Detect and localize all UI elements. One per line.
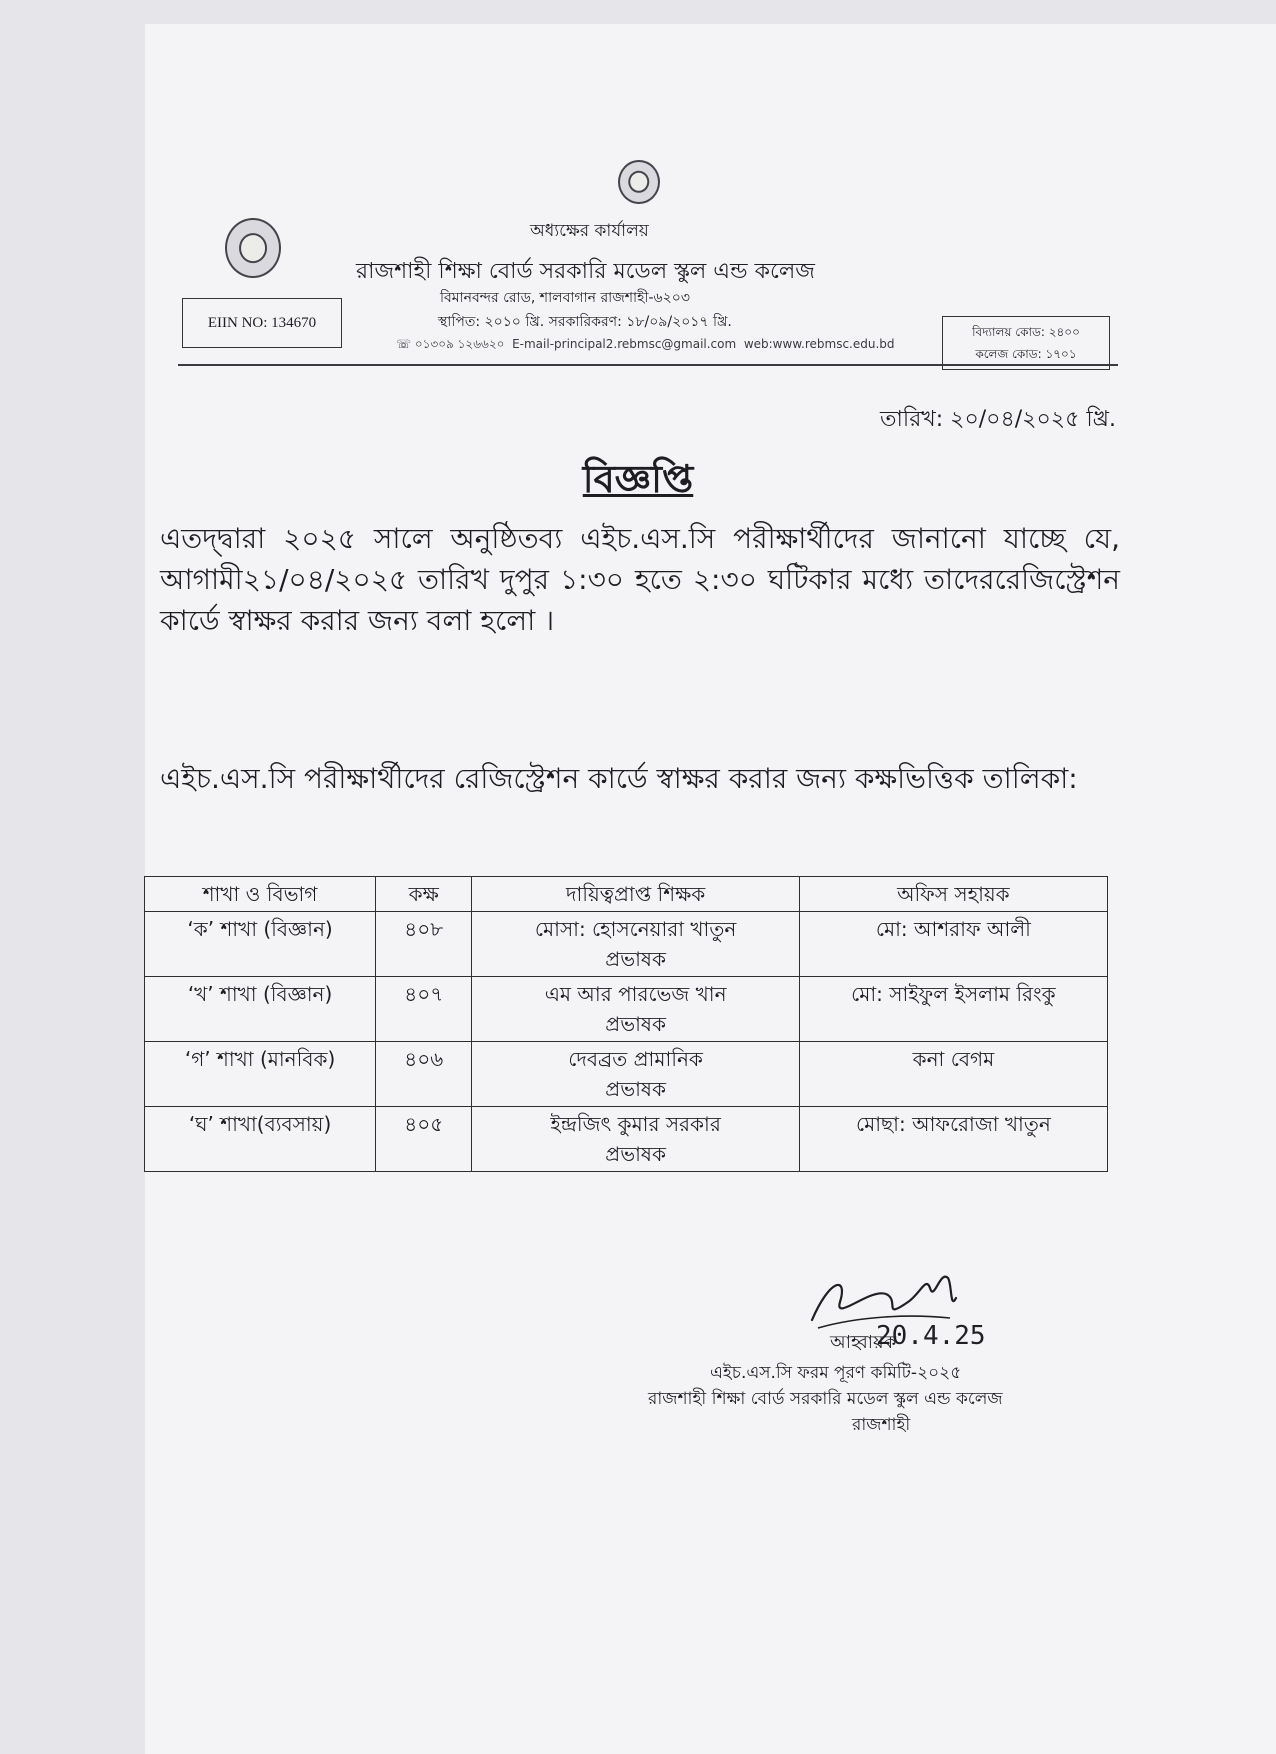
notice-heading: বিজ্ঞপ্তি xyxy=(582,457,694,501)
phone-number: ০১৩০৯ ১২৬৬২০ xyxy=(414,337,505,351)
college-logo-icon xyxy=(225,218,281,278)
signatory-role: আহ্বায়ক xyxy=(830,1332,897,1353)
college-address: বিমানবন্দর রোড, শালবাগান রাজশাহী-৬২০৩ xyxy=(440,290,690,306)
room-cell: ৪০৭ xyxy=(376,977,472,1042)
assistant-cell: কনা বেগম xyxy=(799,1042,1107,1107)
code-box xyxy=(942,316,1110,370)
college-code: কলেজ কোড: ১৭০১ xyxy=(975,347,1077,361)
room-cell: ৪০৮ xyxy=(376,912,472,977)
teacher-cell xyxy=(472,1042,799,1107)
section-cell: ‘গ’ শাখা (মানবিক) xyxy=(145,1042,376,1107)
column-header-room: কক্ষ xyxy=(376,877,472,912)
eiin-number: EIIN NO: 134670 xyxy=(207,314,317,331)
signatory-city: রাজশাহী xyxy=(852,1415,911,1435)
room-allocation-table xyxy=(144,876,1108,1172)
assistant-cell: মো: সাইফুল ইসলাম রিংকু xyxy=(799,977,1107,1042)
section-cell: ‘ঘ’ শাখা(ব্যবসায়) xyxy=(145,1107,376,1172)
room-cell: ৪০৬ xyxy=(376,1042,472,1107)
section-cell: ‘ক’ শাখা (বিজ্ঞান) xyxy=(145,912,376,977)
assistant-cell: মোছা: আফরোজা খাতুন xyxy=(799,1107,1107,1172)
teacher-cell xyxy=(472,1107,799,1172)
table-row xyxy=(145,1107,1108,1172)
teacher-designation: প্রভাষক xyxy=(605,1012,666,1036)
table-row xyxy=(145,977,1108,1042)
contact-line xyxy=(396,336,895,356)
bangladesh-emblem-icon xyxy=(618,160,660,204)
teacher-designation: প্রভাষক xyxy=(605,1077,666,1101)
notice-date: তারিখ: ২০/০৪/২০২৫ খ্রি. xyxy=(880,407,1116,432)
table-row xyxy=(145,1042,1108,1107)
assistant-cell: মো: আশরাফ আলী xyxy=(799,912,1107,977)
office-title: অধ্যক্ষের কার্যালয় xyxy=(530,221,649,241)
college-name: রাজশাহী শিক্ষা বোর্ড সরকারি মডেল স্কুল এন্ড কলেজ xyxy=(356,259,815,284)
email-address: E-mail-principal2.rebmsc@gmail.com xyxy=(512,337,737,351)
notice-paragraph-1: এতদ্দ্বারা ২০২৫ সালে অনুষ্ঠিতব্য এইচ.এস.সি পরীক্ষার্থীদের জানানো যাচ্ছে যে, আগামী২১/০৪/২০২৫ তারিখ দুপুর ১:৩০ হতে ২:৩০ ঘটিকার মধ্যে তাদেররেজিস্ট্রেশন কার্ডে স্বাক্ষর করার জন্য বলা হলো । xyxy=(160,522,1120,637)
teacher-name: ইন্দ্রজিৎ কুমার সরকার xyxy=(550,1112,721,1136)
column-header-assistant: অফিস সহায়ক xyxy=(799,877,1107,912)
phone-icon: ☏ xyxy=(396,337,412,351)
committee-name: এইচ.এস.সি ফরম পূরণ কমিটি-২০২৫ xyxy=(710,1363,962,1383)
column-header-section: শাখা ও বিভাগ xyxy=(145,877,376,912)
teacher-name: মোসা: হোসনেয়ারা খাতুন xyxy=(534,917,737,941)
notice-paragraph-2: এইচ.এস.সি পরীক্ষার্থীদের রেজিস্ট্রেশন কার্ডে স্বাক্ষর করার জন্য কক্ষভিত্তিক তালিকা: xyxy=(160,762,1078,795)
signature-date: 20.4.25 xyxy=(876,1321,986,1348)
column-header-teacher: দায়িত্বপ্রাপ্ত শিক্ষক xyxy=(472,877,799,912)
table-header-row xyxy=(145,877,1108,912)
teacher-designation: প্রভাষক xyxy=(605,1142,666,1166)
teacher-name: এম আর পারভেজ খান xyxy=(544,982,727,1006)
teacher-cell xyxy=(472,912,799,977)
header-divider xyxy=(178,364,1118,366)
established-info: স্থাপিত: ২০১০ খ্রি. সরকারিকরণ: ১৮/০৯/২০১৭ খ্রি. xyxy=(438,314,732,330)
teacher-cell xyxy=(472,977,799,1042)
signatory-college: রাজশাহী শিক্ষা বোর্ড সরকারি মডেল স্কুল এন্ড কলেজ xyxy=(648,1389,1003,1409)
eiin-box xyxy=(182,298,342,348)
school-code: বিদ্যালয় কোড: ২৪০০ xyxy=(972,325,1080,339)
table-row xyxy=(145,912,1108,977)
teacher-name: দেবব্রত প্রামানিক xyxy=(568,1047,703,1071)
teacher-designation: প্রভাষক xyxy=(605,947,666,971)
website: web:www.rebmsc.edu.bd xyxy=(743,337,895,351)
room-cell: ৪০৫ xyxy=(376,1107,472,1172)
section-cell: ‘খ’ শাখা (বিজ্ঞান) xyxy=(145,977,376,1042)
